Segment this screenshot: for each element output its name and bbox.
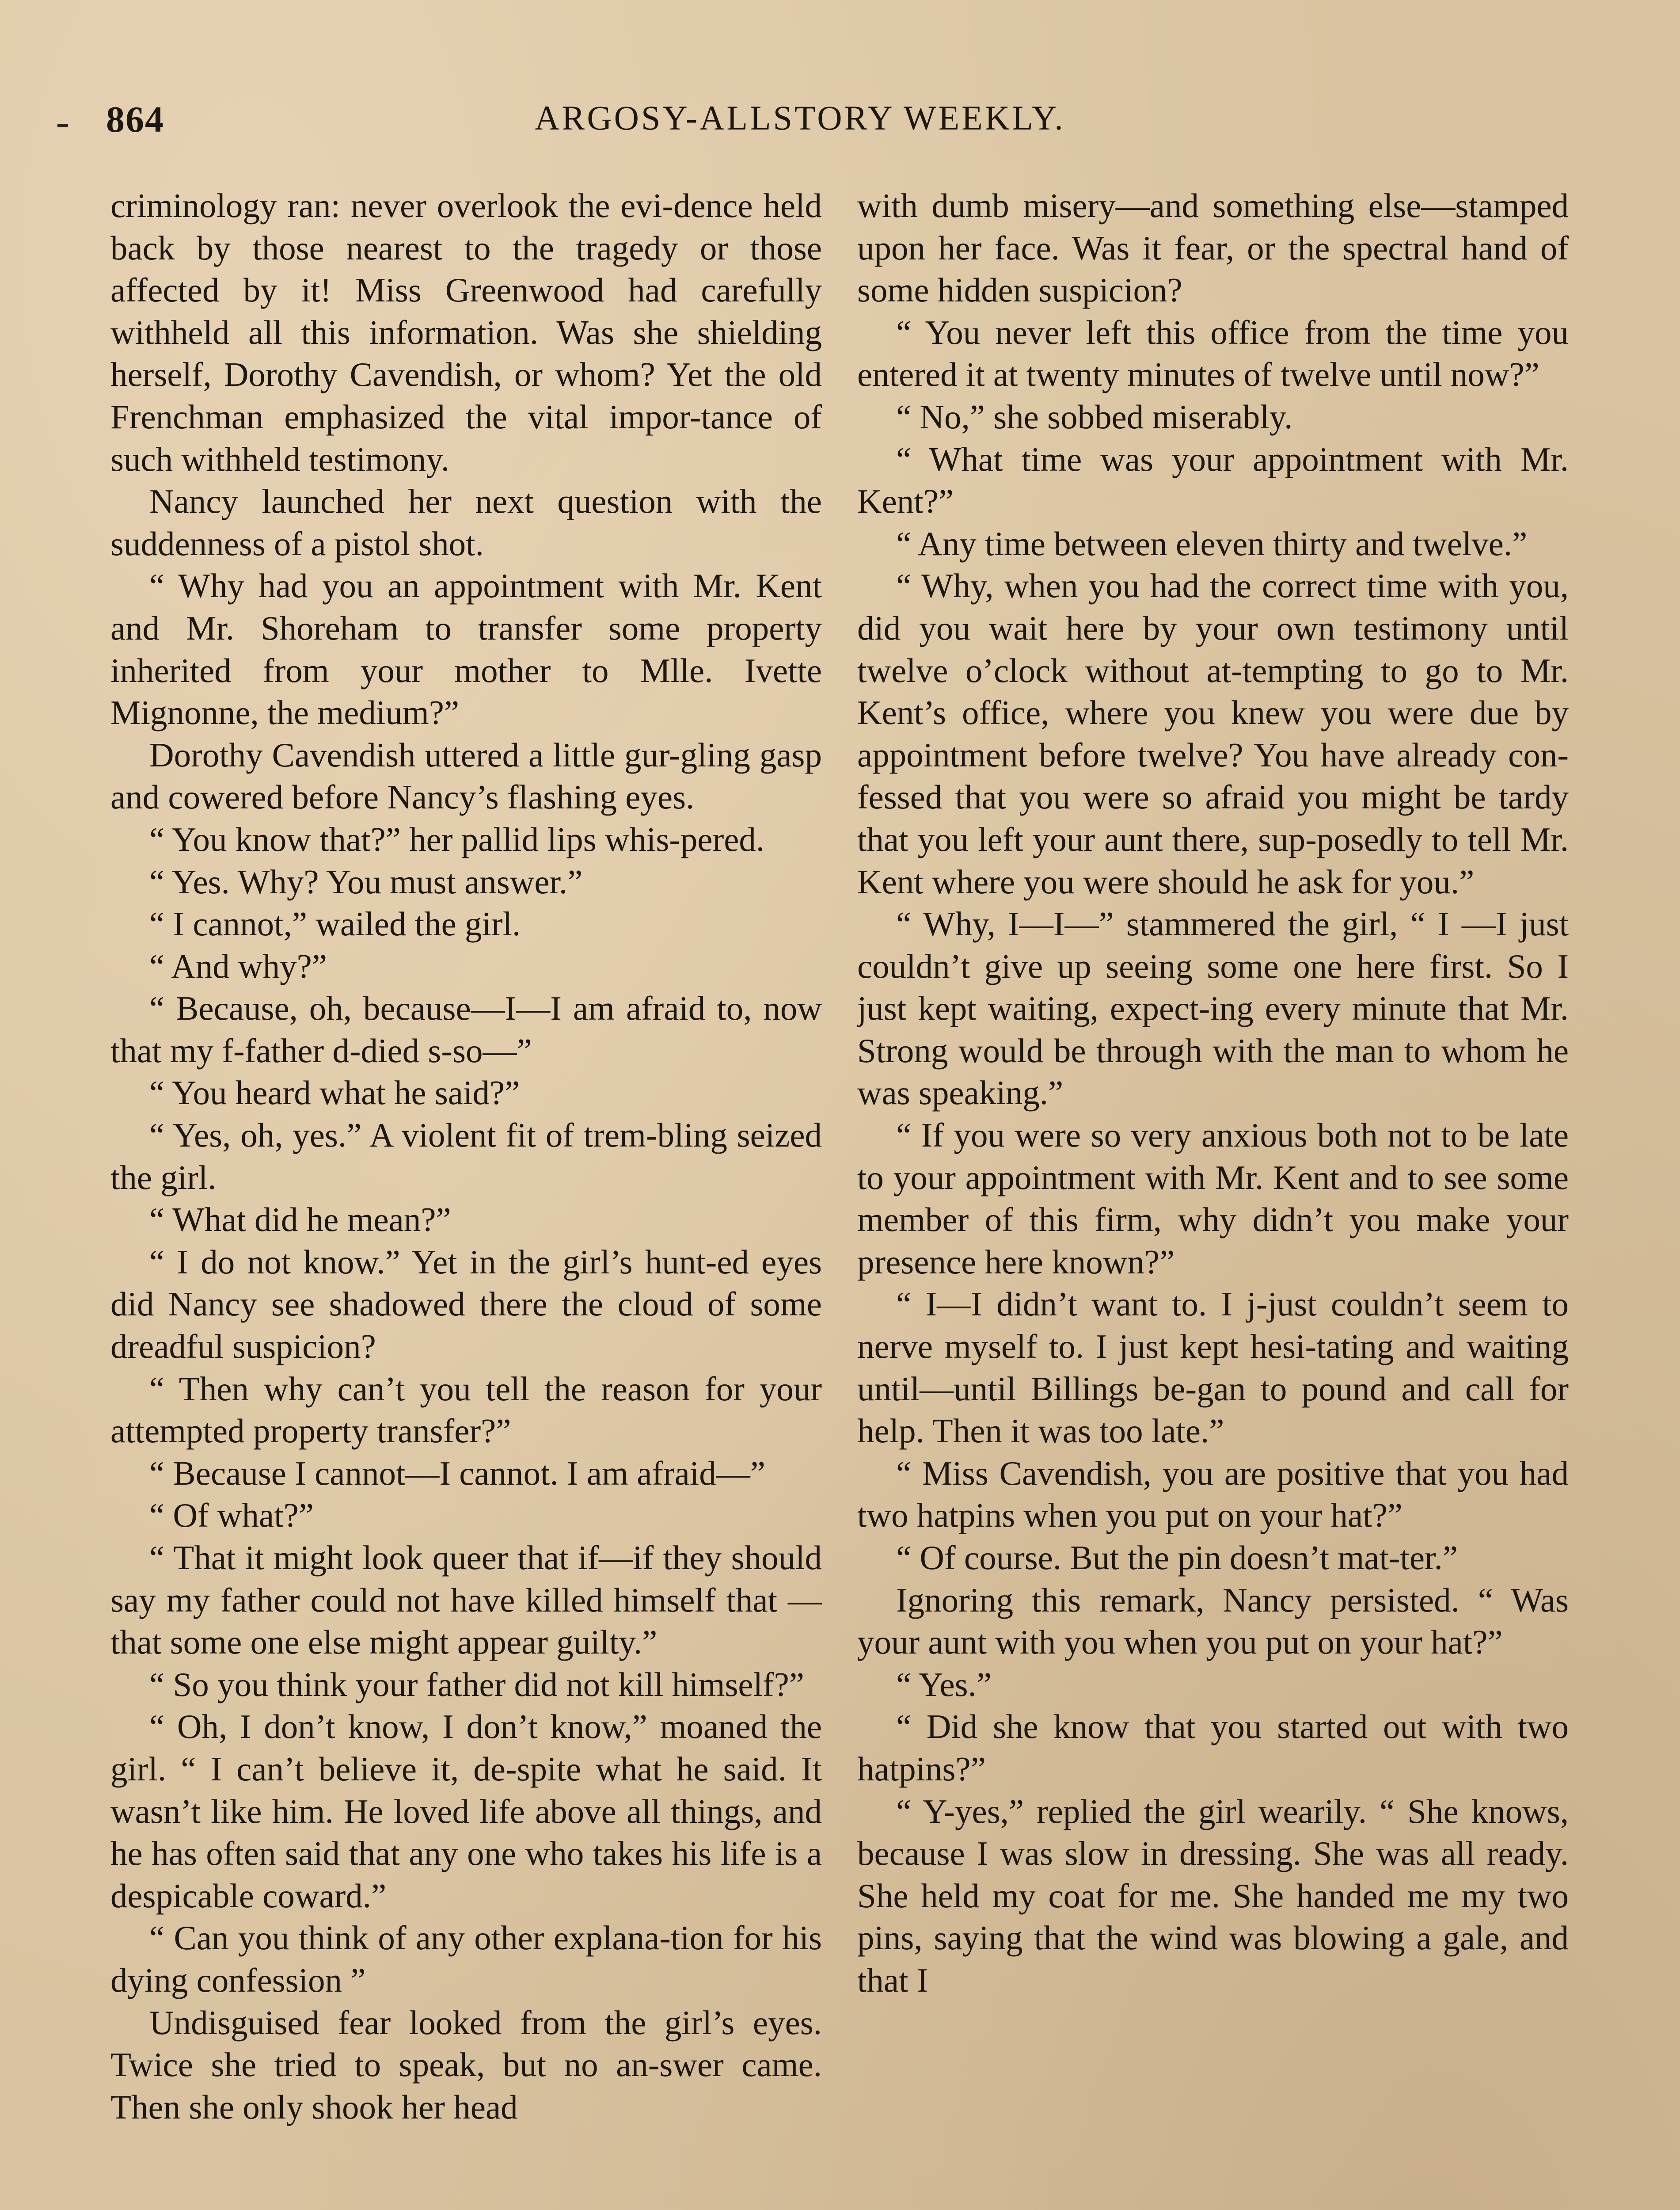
paragraph: “ You heard what he said?” [149, 1074, 520, 1112]
right-column [857, 185, 1569, 2210]
paragraph: “ Of course. But the pin doesn’t mat-ter.” [896, 1539, 1458, 1577]
paragraph: “ Yes, oh, yes.” A violent fit of trem-bling seized the girl. [110, 1116, 822, 1196]
paragraph: Ignoring this remark, Nancy persisted. “ Was your aunt with you when you put on your hat?” [857, 1581, 1569, 1661]
paragraph: “ If you were so very anxious both not to be late to your appointment with Mr. Kent and to see some member of this firm, why didn’t you make your presence here known?” [857, 1116, 1569, 1281]
paragraph: “ Yes. Why? You must answer.” [149, 862, 583, 901]
page-header [0, 98, 1680, 151]
paragraph: “ You know that?” her pallid lips whis-pered. [149, 820, 765, 858]
paragraph: “ No,” she sobbed miserably. [896, 397, 1293, 436]
paragraph: “ Can you think of any other explana-tion for his dying confession ” [110, 1919, 822, 1999]
paragraph: “ That it might look queer that if—if they should say my father could not have killed himself that — that some one else might appear guilty.” [110, 1539, 822, 1661]
paragraph: “ Did she know that you started out with two hatpins?” [857, 1707, 1569, 1788]
paragraph: “ Because, oh, because—I—I am afraid to, now that my f-father d-died s-so—” [110, 989, 822, 1070]
paragraph: Dorothy Cavendish uttered a little gur-gling gasp and cowered before Nancy’s flashing eyes. [110, 735, 822, 816]
paragraph: criminology ran: never overlook the evi-dence held back by those nearest to the tragedy or those affected by it! Miss Greenwood had carefully withheld all this information. Was she shielding herself, Dorothy Cavendish, or whom? Yet the old Frenchman emphasized the vital impor-tance of such withheld testimony. [110, 187, 822, 478]
paragraph: “ And why?” [149, 947, 327, 985]
paragraph: “ Miss Cavendish, you are positive that you had two hatpins when you put on your hat?” [857, 1454, 1569, 1535]
paragraph: “ Y-yes,” replied the girl wearily. “ She knows, because I was slow in dressing. She was all ready. She held my coat for me. She handed me my two pins, saying that the wind was blowing a gale, and that I [857, 1792, 1569, 1999]
paragraph: “ Yes.” [896, 1665, 992, 1703]
paragraph: “ I—I didn’t want to. I j-just couldn’t seem to nerve myself to. I just kept hesi-tating and waiting until—until Billings be-gan to pound and call for help. Then it was too late.” [857, 1285, 1569, 1450]
paragraph: “ Then why can’t you tell the reason for your attempted property transfer?” [110, 1369, 822, 1450]
paragraph: “ Any time between eleven thirty and twelve.” [896, 524, 1528, 563]
paragraph: “ I do not know.” Yet in the girl’s hunt-ed eyes did Nancy see shadowed there the cloud of some dreadful suspicion? [110, 1242, 822, 1366]
paragraph: “ I cannot,” wailed the girl. [149, 905, 521, 943]
paragraph: “ Why, I—I—” stammered the girl, “ I —I just couldn’t give up seeing some one here first. So I just kept waiting, expect-ing every minute that Mr. Strong would be through with the man to whom he was speaking.” [857, 905, 1569, 1112]
paragraph: “ What did he mean?” [149, 1200, 451, 1239]
paragraph: “ Because I cannot—I cannot. I am afraid—” [149, 1454, 765, 1492]
paragraph: “ Oh, I don’t know, I don’t know,” moaned the girl. “ I can’t believe it, de-spite what he said. It wasn’t like him. He loved life above all things, and he has often said that any one who takes his life is a despicable coward.” [110, 1707, 822, 1915]
running-head: ARGOSY-ALLSTORY WEEKLY. [535, 99, 1065, 137]
paragraph: with dumb misery—and something else—stamped upon her face. Was it fear, or the spectral hand of some hidden suspicion? [857, 187, 1569, 309]
left-column [110, 185, 822, 2210]
paragraph: Nancy launched her next question with the suddenness of a pistol shot. [110, 482, 822, 563]
paragraph: “ So you think your father did not kill himself?” [149, 1665, 804, 1703]
paragraph: “ You never left this office from the time you entered it at twenty minutes of twelve until now?” [857, 313, 1569, 394]
paragraph: Undisguised fear looked from the girl’s eyes. Twice she tried to speak, but no an-swer came. Then she only shook her head [110, 2003, 822, 2126]
paragraph: “ Of what?” [149, 1496, 314, 1535]
paragraph: “ What time was your appointment with Mr. Kent?” [857, 440, 1569, 521]
paragraph: “ Why had you an appointment with Mr. Kent and Mr. Shoreham to transfer some property inherited from your mother to Mlle. Ivette Mignonne, the medium?” [110, 567, 822, 732]
page-number: 864 [106, 99, 164, 140]
paragraph: “ Why, when you had the correct time with you, did you wait here by your own testimony until twelve o’clock without at-tempting to go to Mr. Kent’s office, where you knew you were due by appointment before twelve? You have already con-fessed that you were so afraid you might be tardy that you left your aunt there, sup-posedly to tell Mr. Kent where you were should he ask for you.” [857, 567, 1569, 901]
